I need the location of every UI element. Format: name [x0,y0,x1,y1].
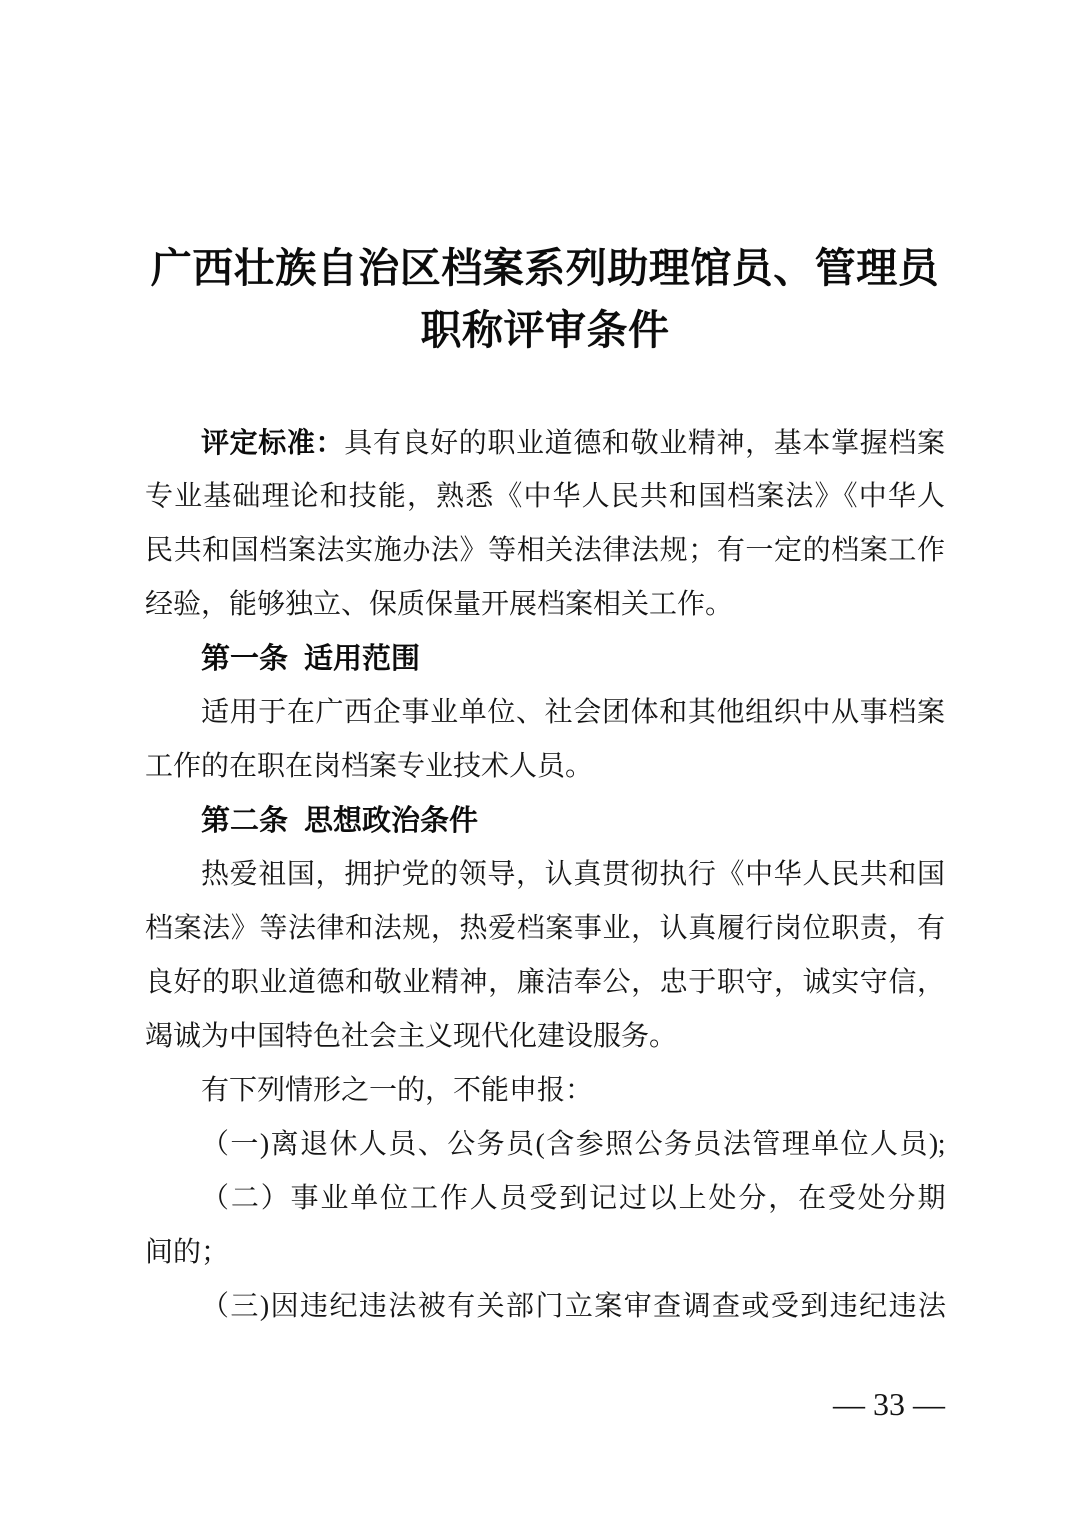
article-title: 适用范围 [304,643,421,675]
document-body [145,416,945,1334]
intro-label: 评定标准： [201,427,345,458]
paragraph-line: 经验，能够独立、保质保量开展档案相关工作。 [145,589,734,620]
paragraph-line: 良好的职业道德和敬业精神，廉洁奉公，忠于职守，诚实守信， [145,967,945,998]
document-title: 广西壮族自治区档案系列助理馆员、管理员职称评审条件 [150,245,940,353]
paragraph-line: 竭诚为中国特色社会主义现代化建设服务。 [145,1021,678,1052]
list-item-2-continued: 间的； [145,1237,230,1268]
list-item-3: （三)因违纪违法被有关部门立案审查调查或受到违纪违法 [201,1291,945,1322]
paragraph-line: 工作的在职在岗档案专业技术人员。 [145,751,594,782]
paragraph-line: 民共和国档案法实施办法》等相关法律法规；有一定的档案工作 [145,535,945,566]
document-content [145,0,945,1334]
paragraph-line: 适用于在广西企事业单位、社会团体和其他组织中从事档案 [201,697,945,728]
page-number: — 33 — [833,1386,945,1422]
article-heading-1 [145,632,945,686]
article-number: 第二条 [201,805,289,837]
paragraph-line: 有下列情形之一的，不能申报： [201,1075,594,1106]
paragraph-line: 专业基础理论和技能，熟悉《中华人民共和国档案法》《中华人 [145,481,945,512]
paragraph-line [145,416,945,470]
list-item-1: （一)离退休人员、公务员(含参照公务员法管理单位人员); [201,1129,945,1160]
paragraph-line: 档案法》等法律和法规，热爱档案事业，认真履行岗位职责，有 [145,913,945,944]
paragraph-line: 热爱祖国，拥护党的领导，认真贯彻执行《中华人民共和国 [201,859,945,890]
list-item-2: （二）事业单位工作人员受到记过以上处分，在受处分期 [201,1183,945,1214]
article-title: 思想政治条件 [304,805,479,837]
article-heading-2 [145,794,945,848]
line-text: 具有良好的职业道德和敬业精神，基本掌握档案 [344,428,945,459]
article-number: 第一条 [201,643,289,675]
